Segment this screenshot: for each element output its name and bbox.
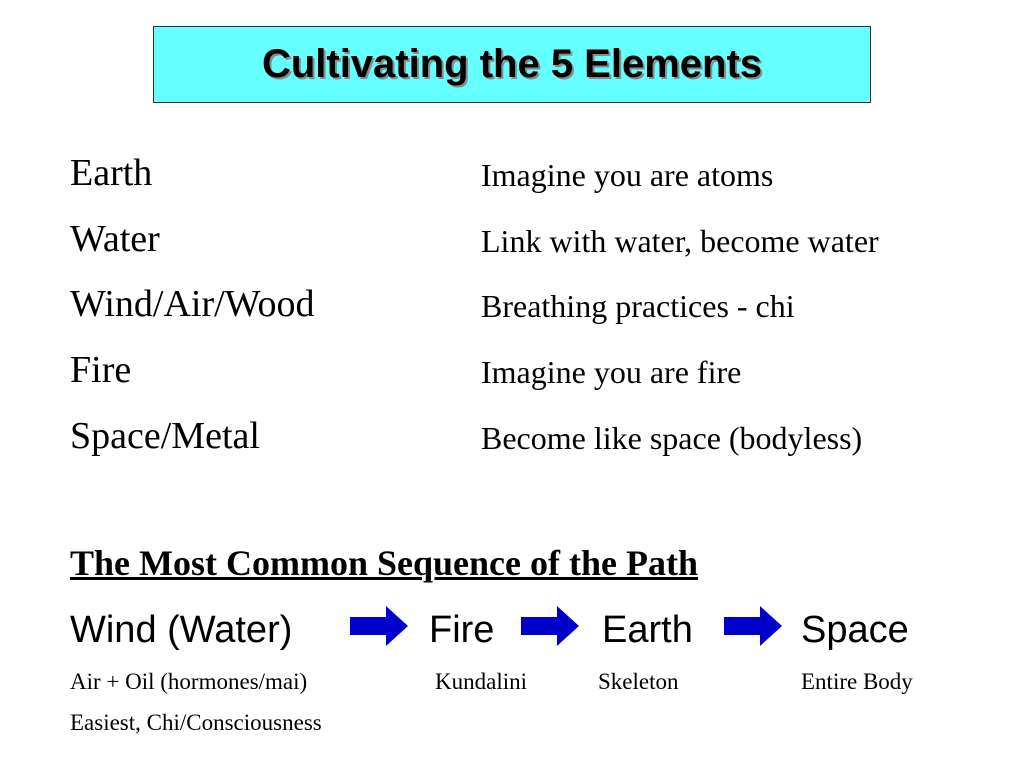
right-arrow-icon — [350, 604, 410, 648]
sequence-step-earth: Earth — [602, 609, 693, 651]
element-practice-fire: Imagine you are fire — [481, 354, 742, 390]
sequence-sub-fire: Kundalini — [435, 669, 527, 694]
sequence-step-wind: Wind (Water) — [70, 609, 293, 651]
element-practice-space: Become like space (bodyless) — [481, 420, 863, 456]
right-arrow-icon — [724, 604, 784, 648]
sequence-sub-space: Entire Body — [801, 669, 913, 694]
element-practice-water: Link with water, become water — [481, 223, 879, 259]
sequence-step-space: Space — [801, 609, 909, 651]
element-name-space: Space/Metal — [70, 415, 260, 457]
element-practice-earth: Imagine you are atoms — [481, 157, 774, 193]
sequence-footnote: Easiest, Chi/Consciousness — [70, 710, 322, 735]
sequence-heading: The Most Common Sequence of the Path — [70, 543, 698, 583]
sequence-sub-wind: Air + Oil (hormones/mai) — [70, 669, 308, 694]
sequence-step-fire: Fire — [429, 609, 495, 651]
element-practice-wind: Breathing practices - chi — [481, 288, 795, 324]
element-name-fire: Fire — [70, 349, 132, 391]
title-banner — [153, 26, 871, 103]
right-arrow-icon — [521, 604, 581, 648]
element-name-water: Water — [70, 218, 160, 260]
sequence-sub-earth: Skeleton — [598, 669, 679, 694]
slide-title: Cultivating the 5 Elements — [261, 42, 763, 86]
element-name-earth: Earth — [70, 152, 153, 194]
element-name-wind: Wind/Air/Wood — [70, 283, 315, 325]
